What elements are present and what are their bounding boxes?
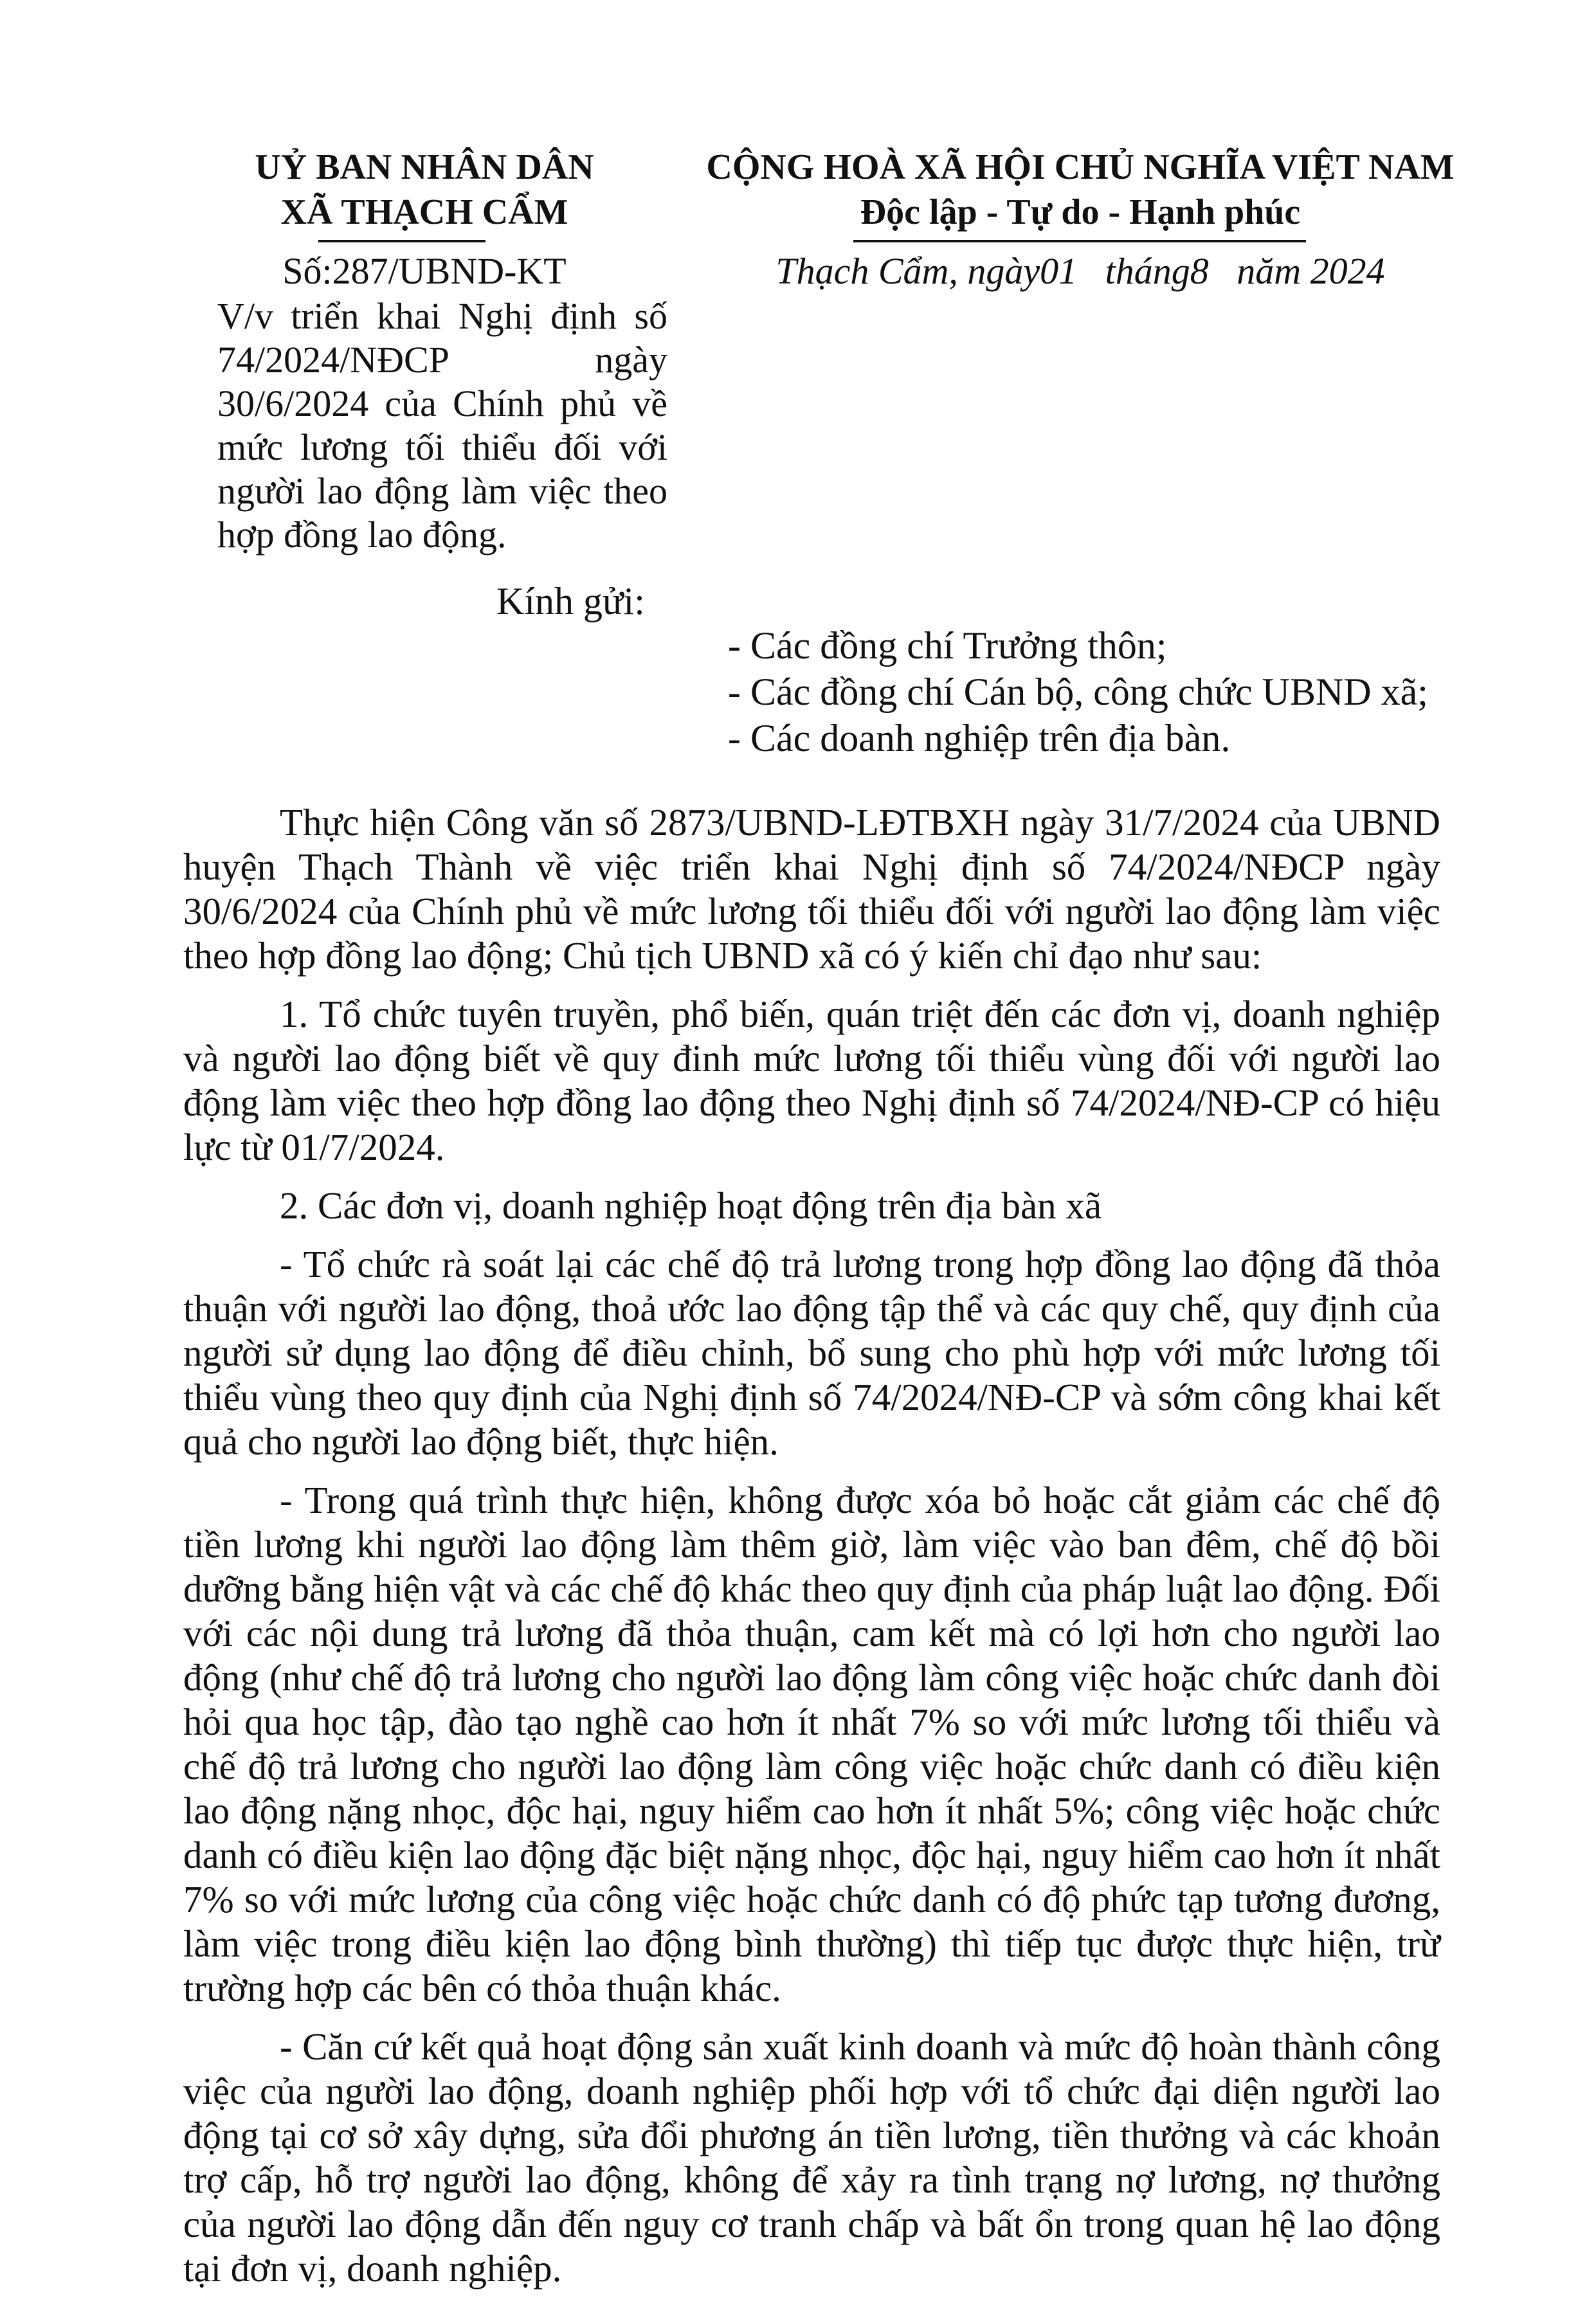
recipient-list: [728, 622, 1532, 761]
place-date: Thạch Cẩm, ngày01 tháng8 năm 2024: [775, 250, 1385, 292]
body-item-2-bullet: - Tổ chức rà soát lại các chế độ trả lương trong hợp đồng lao động đã thỏa thuận với người lao động, thoả ước lao động tập thể và các quy chế, quy định của người sử dụng lao động để điều chỉnh, bổ sung cho phù hợp với mức lương tối thiểu vùng theo quy định của Nghị định số 74/2024/NĐ-CP và sớm công khai kết quả cho người lao động biết, thực hiện.: [183, 1243, 1440, 1463]
subject: V/v triển khai Nghị định số 74/2024/NĐCP ngày 30/6/2024 của Chính phủ về mức lương tối thiểu đối với người lao động làm việc theo hợp đồng lao động.: [217, 295, 667, 556]
nation-name: CỘNG HOÀ XÃ HỘI CHỦ NGHĨA VIỆT NAM: [706, 147, 1455, 187]
body-item-2-heading: 2. Các đơn vị, doanh nghiệp hoạt động trên địa bàn xã: [280, 1184, 1102, 1227]
recipient-item: - Các đồng chí Cán bộ, công chức UBND xã;: [728, 671, 1428, 713]
nation-block: [675, 145, 1485, 294]
recipient-item: - Các doanh nghiệp trên địa bàn.: [728, 717, 1231, 759]
agency-block: [180, 145, 669, 294]
motto-text: Độc lập - Tự do - Hạnh phúc: [860, 192, 1301, 232]
motto: [675, 190, 1485, 235]
body-intro: Thực hiện Công văn số 2873/UBND-LĐTBXH ngày 31/7/2024 của UBND huyện Thạch Thành về việc triển khai Nghị định số 74/2024/NĐCP ngày 30/6/2024 của Chính phủ về mức lương tối thiểu đối với người lao động làm việc theo hợp đồng lao động; Chủ tịch UBND xã có ý kiến chỉ đạo như sau:: [183, 801, 1440, 977]
recipient-item: - Các đồng chí Trưởng thôn;: [728, 624, 1167, 667]
motto-underline: [853, 240, 1306, 242]
agency-name-line2: [180, 190, 669, 235]
body-item-1: 1. Tổ chức tuyên truyền, phổ biến, quán triệt đến các đơn vị, doanh nghiệp và người lao động biết về quy đinh mức lương tối thiểu vùng đối với người lao động làm việc theo hợp đồng lao động theo Nghị định số 74/2024/NĐ-CP có hiệu lực từ 01/7/2024.: [183, 993, 1440, 1168]
document-number: Số:287/UBND-KT: [282, 250, 567, 292]
agency-underline: [318, 240, 485, 242]
agency-name-line1: UỶ BAN NHÂN DÂN: [255, 147, 594, 187]
document-body: [183, 800, 1440, 2305]
salutation-label: Kính gửi:: [496, 580, 645, 622]
body-item-2-bullet: - Trong quá trình thực hiện, không được xóa bỏ hoặc cắt giảm các chế độ tiền lương khi người lao động làm thêm giờ, làm việc vào ban đêm, chế độ bồi dưỡng bằng hiện vật và các chế độ khác theo quy định của pháp luật lao động. Đối với các nội dung trả lương đã thỏa thuận, cam kết mà có lợi hơn cho người lao động (như chế độ trả lương cho người lao động làm công việc hoặc chức danh đòi hỏi qua học tập, đào tạo nghề cao hơn ít nhất 7% so với mức lương tối thiểu và chế độ trả lương cho người lao động làm công việc hoặc chức danh có điều kiện lao động nặng nhọc, độc hại, nguy hiểm cao hơn ít nhất 5%; công việc hoặc chức danh có điều kiện lao động đặc biệt nặng nhọc, độc hại, nguy hiểm cao hơn ít nhất 7% so với mức lương của công việc hoặc chức danh có độ phức tạp tương đương, làm việc trong điều kiện lao động bình thường) thì tiếp tục được thực hiện, trừ trường hợp các bên có thỏa thuận khác.: [183, 1479, 1440, 2009]
body-item-2-bullet: - Căn cứ kết quả hoạt động sản xuất kinh doanh và mức độ hoàn thành công việc của người lao động, doanh nghiệp phối hợp với tổ chức đại diện người lao động tại cơ sở xây dựng, sửa đổi phương án tiền lương, tiền thưởng và các khoản trợ cấp, hỗ trợ người lao động, không để xảy ra tình trạng nợ lương, nợ thưởng của người lao động dẫn đến nguy cơ tranh chấp và bất ổn trong quan hệ lao động tại đơn vị, doanh nghiệp.: [183, 2025, 1440, 2290]
agency-name-line2-text: XÃ THẠCH CẨM: [280, 192, 568, 232]
